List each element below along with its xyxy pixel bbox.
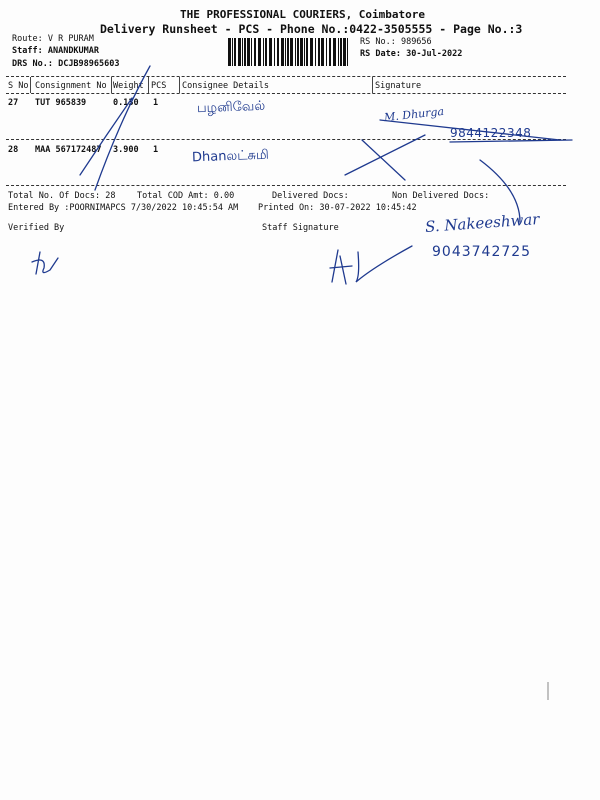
phone-handwritten: 9844122348	[450, 126, 532, 140]
drs-value: DCJB98965603	[58, 59, 120, 69]
col-sno: S No	[8, 81, 29, 91]
col-weight: Weight	[113, 81, 144, 91]
barcode-bar	[277, 38, 279, 66]
barcode-bar	[304, 38, 305, 66]
company-title: THE PROFESSIONAL COURIERS, Coimbatore	[180, 8, 426, 21]
rs-no-row	[360, 37, 432, 47]
table-top-rule	[6, 76, 566, 77]
rs-date-value: 30-Jul-2022	[406, 49, 463, 59]
barcode-bar	[318, 38, 320, 66]
entered-by: Entered By :POORNIMAPCS 7/30/2022 10:45:54 AM	[8, 203, 239, 213]
consignee-handwritten: பழனிவேல்	[196, 98, 266, 117]
verified-by-label: Verified By	[8, 223, 65, 233]
col-divider	[148, 77, 149, 93]
header-bottom-rule	[6, 93, 566, 94]
pen-stroke	[362, 140, 405, 180]
barcode-bar	[232, 38, 233, 66]
col-divider	[111, 77, 112, 93]
col-divider	[372, 77, 373, 93]
total-docs: Total No. Of Docs: 28	[8, 191, 116, 201]
signature-handwritten: M. Dhurga	[383, 104, 445, 125]
col-divider	[179, 77, 180, 93]
drs-label: DRS No.:	[12, 59, 53, 69]
row-sno: 27	[8, 98, 19, 108]
row-pcs: 1	[153, 145, 159, 155]
total-cod: Total COD Amt: 0.00	[137, 191, 235, 201]
barcode-bar	[326, 38, 327, 66]
barcode-bar	[340, 38, 342, 66]
col-consignment: Consignment No	[35, 81, 107, 91]
barcode-bar	[242, 38, 243, 66]
row-weight: 3.900	[113, 145, 139, 155]
col-consignee: Consignee Details	[182, 81, 269, 91]
handwritten-name: S. Nakeeshwar	[424, 210, 540, 236]
barcode-bar	[310, 38, 313, 66]
row-rule	[6, 139, 566, 140]
rs-date-row	[360, 49, 462, 59]
non-delivered-docs: Non Delivered Docs:	[392, 191, 490, 201]
row-pcs: 1	[153, 98, 159, 108]
barcode-bar	[285, 38, 286, 66]
pen-stroke	[345, 135, 425, 175]
barcode-bar	[290, 38, 293, 66]
barcode-bar	[251, 38, 252, 66]
staff-label: Staff:	[12, 46, 43, 56]
barcode-bar	[265, 38, 267, 66]
barcode-bar	[238, 38, 241, 66]
barcode-bar	[306, 38, 308, 66]
barcode-bar	[258, 38, 261, 66]
pen-stroke	[80, 98, 132, 175]
drs-row	[12, 59, 120, 69]
col-divider	[30, 77, 31, 93]
route-row	[12, 34, 94, 44]
row-weight: 0.130	[113, 98, 139, 108]
barcode-bar	[295, 38, 296, 66]
row-consignment: TUT 965839	[35, 98, 87, 108]
barcode-bar	[254, 38, 256, 66]
barcode-bar	[287, 38, 289, 66]
barcode-bar	[263, 38, 264, 66]
barcode-bar	[329, 38, 331, 66]
handwritten-phone: 9043742725	[432, 244, 532, 260]
barcode-bar	[333, 38, 336, 66]
barcode-bar	[274, 38, 275, 66]
runsheet-title: Delivery Runsheet - PCS - Phone No.:0422-3505555 - Page No.:3	[100, 22, 523, 36]
printed-on: Printed On: 30-07-2022 10:45:42	[258, 203, 417, 213]
rs-no-label: RS No.:	[360, 37, 396, 47]
barcode-bar	[247, 38, 250, 66]
pen-stroke	[450, 140, 572, 142]
barcode-bar	[297, 38, 299, 66]
rs-date-label: RS Date:	[360, 49, 401, 59]
barcode-bar	[300, 38, 303, 66]
rs-no-value: 989656	[400, 37, 432, 47]
consignee-handwritten: Dhanலட்சுமி	[191, 147, 270, 166]
row-sno: 28	[8, 145, 19, 155]
staff-signature-label: Staff Signature	[262, 223, 339, 233]
barcode-bar	[343, 38, 346, 66]
verified-signature-stroke	[32, 252, 58, 274]
barcode-bar	[234, 38, 236, 66]
staff-value: ANANDKUMAR	[47, 46, 100, 56]
row-consignment: MAA 567172487	[35, 145, 102, 155]
barcode-bar	[281, 38, 284, 66]
barcode-bar	[347, 38, 348, 66]
barcode	[226, 38, 352, 66]
route-label: Route:	[12, 34, 43, 44]
route-value: V R PURAM	[47, 34, 94, 44]
barcode-bar	[269, 38, 272, 66]
barcode-bar	[228, 38, 231, 66]
col-pcs: PCS	[151, 81, 167, 91]
barcode-bar	[244, 38, 246, 66]
barcode-bar	[315, 38, 316, 66]
delivered-docs: Delivered Docs:	[272, 191, 349, 201]
staff-row	[12, 46, 99, 56]
barcode-bar	[338, 38, 339, 66]
staff-signature-stroke	[330, 246, 412, 284]
col-signature: Signature	[375, 81, 422, 91]
barcode-bar	[321, 38, 324, 66]
table-bottom-rule	[6, 185, 566, 186]
